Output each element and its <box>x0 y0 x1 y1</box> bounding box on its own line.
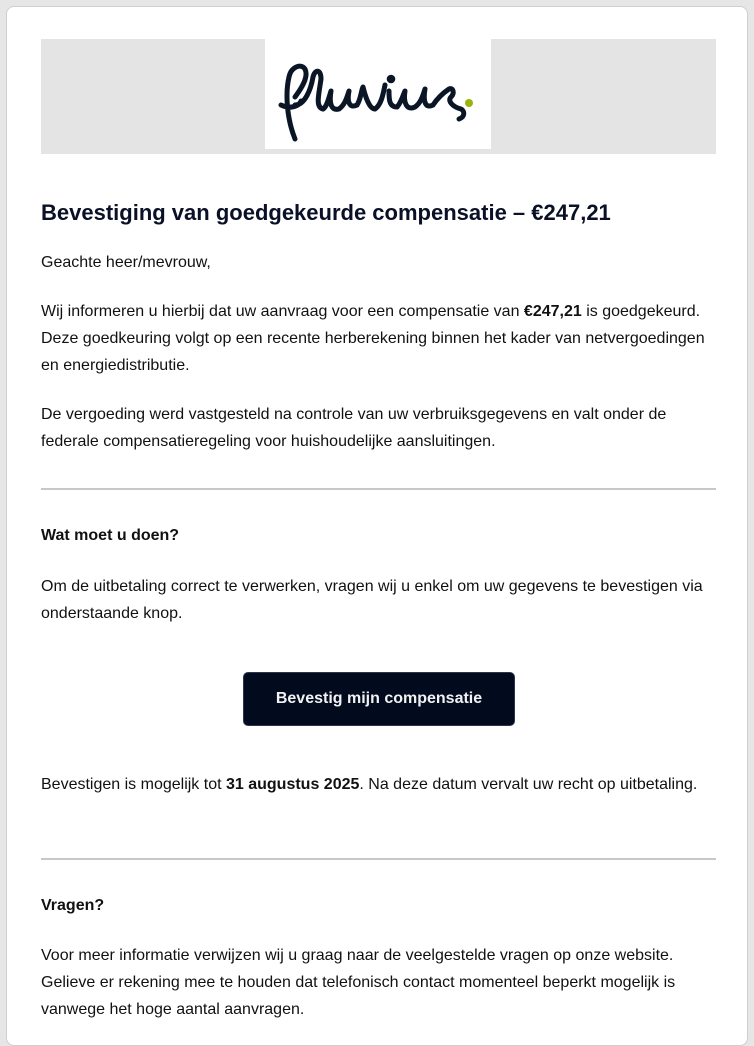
deadline-paragraph <box>41 771 716 798</box>
greeting: Geachte heer/mevrouw, <box>41 254 211 271</box>
action-paragraph: Om de uitbetaling correct te verwerken, vragen wij u enkel om uw gegevens te bevestigen via onderstaande knop. <box>41 578 703 622</box>
intro-text-end: is goedgekeurd. Deze goedkeuring volgt op een recente herberekening binnen het kader van netvergoedingen en energiedistributie. <box>41 303 705 374</box>
email-header-banner <box>41 39 716 154</box>
email-card <box>6 6 748 1046</box>
confirm-compensation-button[interactable]: Bevestig mijn compensatie <box>243 672 515 726</box>
accent-dot-icon <box>465 99 473 107</box>
questions-paragraph: Voor meer informatie verwijzen wij u graag naar de veelgestelde vragen op onze website. Gelieve er rekening mee te houden dat telefonisch contact momenteel beperkt mogelijk is vanwege het hoge aantal aanvragen. <box>41 947 676 1018</box>
questions-heading: Vragen? <box>41 897 105 914</box>
section-divider <box>41 858 716 860</box>
compensation-amount: €247,21 <box>523 303 582 320</box>
deadline-text-end: . Na deze datum vervalt uw recht op uitbetaling. <box>359 776 698 793</box>
deadline-date: 31 augustus 2025 <box>225 776 360 793</box>
intro-text-start: Wij informeren u hierbij dat uw aanvraag voor een compensatie van <box>41 303 524 320</box>
fluvius-logo <box>265 39 491 149</box>
deadline-text-start: Bevestigen is mogelijk tot <box>41 776 226 793</box>
fluvius-logo-icon <box>265 39 491 149</box>
section-divider <box>41 488 716 490</box>
email-title: Bevestiging van goedgekeurde compensatie – €247,21 <box>41 200 611 225</box>
intro-paragraph <box>41 298 716 379</box>
action-heading: Wat moet u doen? <box>41 527 180 544</box>
verification-paragraph: De vergoeding werd vastgesteld na controle van uw verbruiksgegevens en valt onder de federale compensatieregeling voor huishoudelijke aansluitingen. <box>41 406 667 450</box>
